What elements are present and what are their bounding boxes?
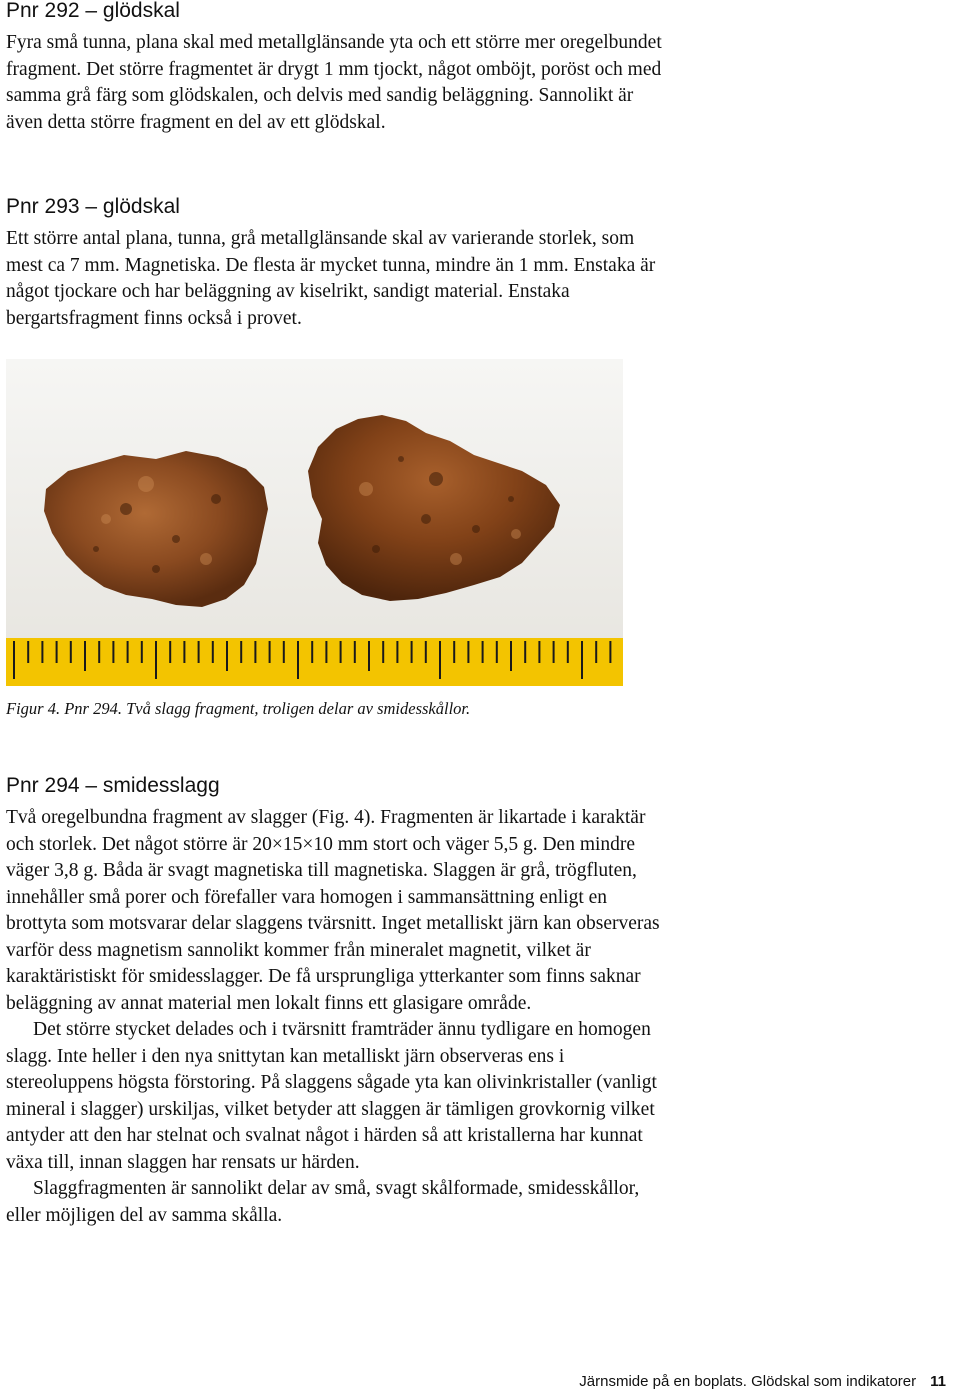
section-pnr-293: [6, 194, 946, 332]
page-number: 11: [930, 1373, 946, 1390]
section-paragraph: Två oregelbundna fragment av slagger (Fig. 4). Fragmenten är likartade i karaktär och storlek. Det något större är 20×15×10 mm stort och väger 5,5 g. Den mindre väger 3,8 g. Båda är svagt magnetiska till magnetiska. Slaggen är grå, trögfluten, innehåller små porer och förefaller vara homogen i sammansättning enligt en brottyta som motsvarar delar slaggens tvärsnitt. Inget metalliskt järn kan observeras varför dess magnetism sannolikt kommer från mineralet magnetit, vilket är karaktäristiskt för smidesslagger. De få ursprungliga ytterkanter som finns saknar beläggning av annat material men lokalt finns ett glasigare område.: [6, 807, 660, 1014]
figure-photo: [6, 359, 623, 686]
figure-caption: Figur 4. Pnr 294. Två slagg fragment, troligen delar av smidesskållor.: [6, 699, 471, 718]
section-paragraph: Det större stycket delades och i tvärsnitt framträder ännu tydligare en homogen slagg. Inte heller i den nya snittytan kan metalliskt järn observeras ens i stereoluppens högsta förstoring. På slaggens sågade yta kan olivinkristaller (vanligt mineral i slagger) urskiljas, vilket betyder att slaggen är tämligen grovkornig vilket antyder att den har stelnat och svalnat något i härden så att kristallerna har kunnat växa till, innan slaggen har rensats ur härden.: [6, 1019, 657, 1173]
section-heading: Pnr 294 – smidesslagg: [6, 774, 220, 797]
section-pnr-292: [6, 0, 946, 136]
slag-fragments-photo: [6, 359, 623, 686]
section-pnr-294: [6, 773, 946, 1229]
section-paragraph: Fyra små tunna, plana skal med metallglänsande yta och ett större mer oregelbundet fragment. Det större fragmentet är drygt 1 mm tjockt, något omböjt, poröst och med samma grå färg som glödskalen, och delvis med sandig beläggning. Sannolikt är även detta större fragment en del av ett glödskal.: [6, 32, 662, 133]
section-paragraph: Slaggfragmenten är sannolikt delar av små, svagt skålformade, smidesskållor, eller möjligen del av samma skålla.: [6, 1178, 640, 1226]
section-heading: Pnr 293 – glödskal: [6, 195, 180, 218]
running-title: Järnsmide på en boplats. Glödskal som indikatorer: [579, 1373, 917, 1390]
section-heading: Pnr 292 – glödskal: [6, 0, 180, 22]
section-paragraph: Ett större antal plana, tunna, grå metallglänsande skal av varierande storlek, som mest ca 7 mm. Magnetiska. De flesta är mycket tunna, mindre än 1 mm. Enstaka är något tjockare och har beläggning av kiselrikt, sandigt material. Enstaka bergartsfragment finns också i provet.: [6, 228, 656, 329]
page-footer: [579, 1373, 946, 1390]
